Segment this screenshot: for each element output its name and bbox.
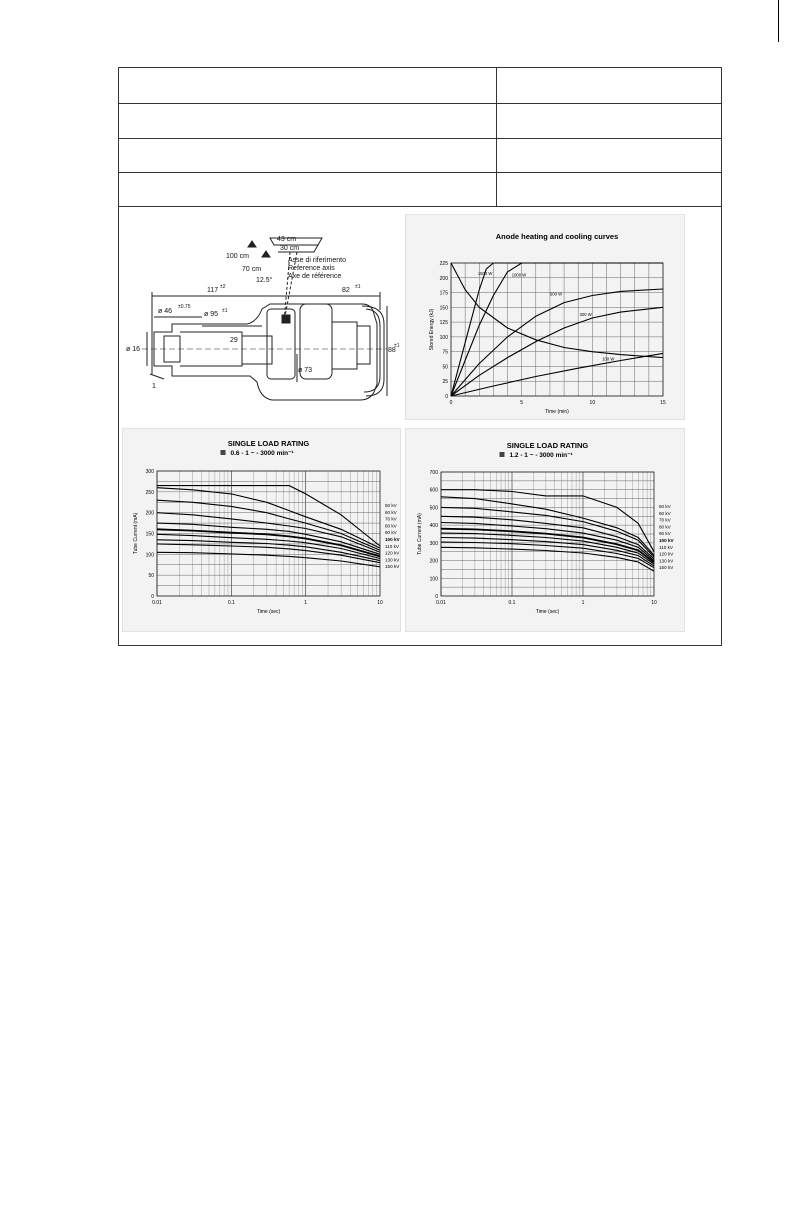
series-label: 120 kV xyxy=(659,551,674,557)
focal-spot-icon xyxy=(282,315,290,323)
y-tick-label: 200 xyxy=(145,510,154,517)
chart-title: Anode heating and cooling curves xyxy=(495,232,619,241)
x-tick-label: 15 xyxy=(660,400,666,406)
table-row xyxy=(119,138,721,173)
y-tick-label: 25 xyxy=(442,379,448,386)
series-label: 150 kV xyxy=(385,564,400,570)
triangle-marker-icon xyxy=(262,251,270,257)
y-tick-label: 500 xyxy=(429,505,438,512)
x-tick-label: 1 xyxy=(581,600,585,606)
dim-label: 117 xyxy=(207,287,219,294)
dim-label: 30 cm xyxy=(280,245,300,252)
series-label: 130 kV xyxy=(659,558,674,564)
y-axis-label: Tube Current (mA) xyxy=(417,513,423,555)
angle-label: 12.5° xyxy=(256,277,273,284)
y-axis-label: Stored Energy (kJ) xyxy=(429,308,435,351)
table-cell xyxy=(119,103,497,138)
anode-curves-chart xyxy=(406,215,685,420)
series-line xyxy=(441,547,654,571)
y-tick-label: 0 xyxy=(445,394,448,400)
series-label: 100 W xyxy=(602,356,615,362)
series-label: 60 kV xyxy=(385,509,397,515)
series-line xyxy=(451,263,663,396)
load-rating-panel-12 xyxy=(405,428,685,632)
x-tick-label: 10 xyxy=(589,400,596,406)
dim-tolerance: ±1 xyxy=(355,284,361,290)
series-line xyxy=(157,486,380,546)
y-tick-label: 100 xyxy=(429,576,438,583)
y-tick-label: 100 xyxy=(145,552,154,559)
tube-drawing-svg xyxy=(122,214,402,420)
y-tick-label: 175 xyxy=(439,290,448,297)
table-cell xyxy=(119,68,497,103)
plot-frame xyxy=(451,263,663,396)
series-line xyxy=(451,263,663,396)
y-axis-label: Tube Current (mA) xyxy=(133,512,139,555)
x-tick-label: 10 xyxy=(377,600,383,606)
x-tick-label: 0.01 xyxy=(436,600,446,606)
table-row xyxy=(119,172,721,207)
series-line xyxy=(451,263,663,358)
dim-tolerance: ±0.75 xyxy=(178,304,191,310)
x-axis-label: Time (sec) xyxy=(256,609,281,615)
series-label: 70 kV xyxy=(659,517,671,523)
dim-label: 1 xyxy=(152,383,156,390)
dim-label: 29 xyxy=(230,337,238,344)
y-tick-label: 75 xyxy=(442,349,448,356)
y-tick-label: 150 xyxy=(145,531,154,538)
dim-label: 82 xyxy=(342,287,350,294)
x-axis-label: Time (sec) xyxy=(535,609,560,615)
y-tick-label: 150 xyxy=(439,305,448,312)
table-row xyxy=(119,103,721,139)
triangle-marker-icon xyxy=(248,241,256,247)
dim-label: 88 xyxy=(388,347,396,354)
series-label: 70 kV xyxy=(385,516,397,522)
load-rating-chart-06 xyxy=(123,429,401,632)
series-label: 100 kV xyxy=(385,537,400,542)
series-label: 130 kV xyxy=(385,557,400,563)
x-tick-label: 0.1 xyxy=(227,600,235,606)
dim-label: 70 cm xyxy=(242,266,262,273)
dim-tolerance: ±1 xyxy=(394,343,400,349)
axis-label: Reference axis xyxy=(288,265,335,272)
chart-subtitle: 0.6 - 1 ~ - 3000 min⁻¹ xyxy=(230,450,294,457)
dim-label: ø 95 xyxy=(204,311,219,318)
series-label: 50 kV xyxy=(385,503,397,508)
x-tick-label: 0.1 xyxy=(508,600,516,606)
series-label: 50 kV xyxy=(659,504,671,509)
y-tick-label: 400 xyxy=(429,523,438,530)
load-rating-chart-12 xyxy=(406,429,685,632)
table-cell xyxy=(119,172,497,206)
x-tick-label: 0 xyxy=(449,400,453,406)
y-tick-label: 100 xyxy=(439,334,448,341)
y-tick-label: 300 xyxy=(145,469,154,475)
dim-label: 100 cm xyxy=(226,253,249,260)
y-tick-label: 125 xyxy=(439,320,448,327)
series-label: 300 W xyxy=(579,312,592,318)
series-line xyxy=(157,500,380,550)
series-label: 90 kV xyxy=(385,530,397,536)
dim-tolerance: ±1 xyxy=(222,308,228,314)
series-label: 120 kV xyxy=(385,550,400,556)
chart-title: SINGLE LOAD RATING xyxy=(506,441,589,450)
series-label: 1500 W xyxy=(477,270,493,276)
series-label: 100 kV xyxy=(659,538,674,543)
series-label: 90 kV xyxy=(659,531,671,537)
x-tick-label: 5 xyxy=(520,400,524,406)
dim-label: 43 cm xyxy=(277,236,297,243)
axis-label: Axe de référence xyxy=(288,273,342,280)
dim-label: ø 16 xyxy=(126,346,141,353)
series-label: 1000 W xyxy=(511,272,527,278)
x-tick-label: 1 xyxy=(304,600,308,606)
y-tick-label: 200 xyxy=(439,275,448,282)
series-label: 500 W xyxy=(549,291,563,297)
y-tick-label: 300 xyxy=(429,540,438,547)
y-tick-label: 50 xyxy=(148,573,154,580)
dim-label: ø 73 xyxy=(298,367,313,374)
tube-dimension-drawing xyxy=(122,214,402,420)
axis-label: Asse di riferimento xyxy=(288,257,346,264)
x-tick-label: 0.01 xyxy=(152,600,162,606)
dim-label: ø 46 xyxy=(158,308,173,315)
y-tick-label: 600 xyxy=(429,487,438,494)
legend-marker-icon xyxy=(221,450,226,455)
series-label: 110 kV xyxy=(659,544,673,550)
legend-marker-icon xyxy=(500,452,505,457)
y-tick-label: 200 xyxy=(429,558,438,565)
series-line xyxy=(441,507,654,557)
x-tick-label: 10 xyxy=(651,600,657,606)
chart-subtitle: 1.2 - 1 ~ - 3000 min⁻¹ xyxy=(509,452,573,459)
y-tick-label: 0 xyxy=(151,594,154,600)
y-tick-label: 700 xyxy=(429,470,438,476)
y-tick-label: 250 xyxy=(145,489,154,496)
page-cut-mark xyxy=(778,0,779,42)
table-cell xyxy=(119,138,497,172)
series-label: 80 kV xyxy=(659,524,671,530)
y-tick-label: 50 xyxy=(442,364,448,371)
y-tick-label: 0 xyxy=(435,594,438,600)
anode-curves-panel xyxy=(405,214,685,420)
table-row xyxy=(119,68,721,104)
series-label: 60 kV xyxy=(659,510,671,516)
series-label: 80 kV xyxy=(385,523,397,529)
series-label: 110 kV xyxy=(385,543,399,549)
x-axis-label: Time (min) xyxy=(545,409,569,415)
series-label: 150 kV xyxy=(659,565,674,571)
dim-tolerance: ±2 xyxy=(220,284,226,290)
load-rating-panel-06 xyxy=(122,428,401,632)
chart-title: SINGLE LOAD RATING xyxy=(227,439,310,448)
series-line xyxy=(451,289,663,396)
y-tick-label: 225 xyxy=(439,261,448,267)
